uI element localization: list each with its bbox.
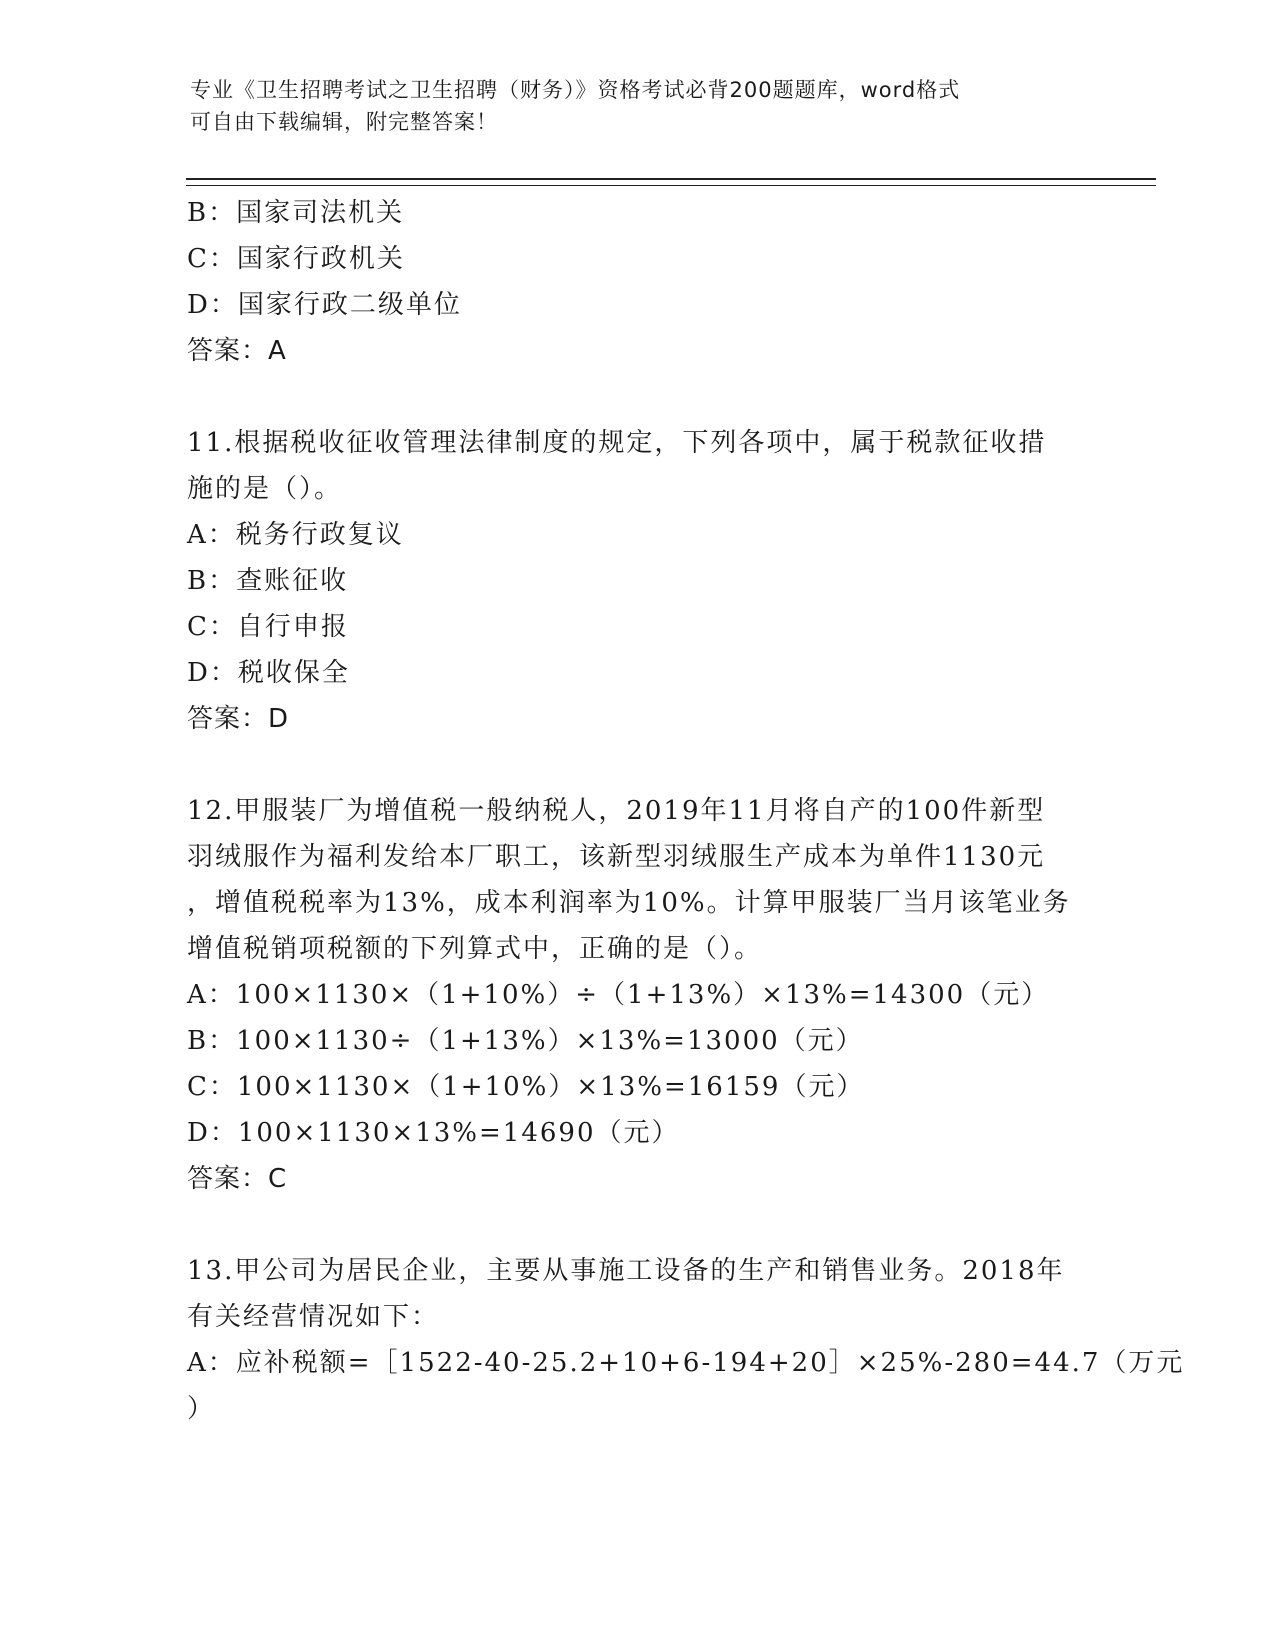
header-title-line-1: 专业《卫生招聘考试之卫生招聘（财务）》资格考试必背200题题库，word格式 bbox=[190, 78, 961, 102]
question-stem-line: 羽绒服作为福利发给本厂职工，该新型羽绒服生产成本为单件1130元 bbox=[187, 842, 1046, 872]
question-stem-line: 13.甲公司为居民企业，主要从事施工设备的生产和销售业务。2018年 bbox=[187, 1256, 1065, 1286]
answer-line: 答案：C bbox=[187, 1164, 288, 1194]
question-stem-line: 12.甲服装厂为增值税一般纳税人，2019年11月将自产的100件新型 bbox=[187, 796, 1046, 826]
question-13 bbox=[187, 1248, 1185, 1432]
question-stem-line: 增值税销项税额的下列算式中，正确的是（）。 bbox=[187, 934, 763, 964]
header-divider bbox=[186, 178, 1156, 186]
question-12 bbox=[187, 788, 1077, 1202]
option-d: D：国家行政二级单位 bbox=[187, 290, 462, 320]
option-b: B：查账征收 bbox=[187, 566, 349, 596]
question-11 bbox=[187, 420, 1077, 742]
option-a: A：税务行政复议 bbox=[187, 520, 404, 550]
document-body bbox=[187, 190, 1185, 1432]
option-b: B：100×1130÷（1+13%）×13%=13000（元） bbox=[187, 1026, 864, 1056]
header-title-line-2: 可自由下载编辑，附完整答案！ bbox=[190, 110, 498, 134]
option-c: C：国家行政机关 bbox=[187, 244, 405, 274]
option-d: D：税收保全 bbox=[187, 658, 350, 688]
option-a: A：100×1130×（1+10%）÷（1+13%）×13%=14300（元） bbox=[187, 980, 1050, 1010]
question-stem-line: 施的是（）。 bbox=[187, 474, 343, 504]
page-header bbox=[190, 74, 1070, 138]
option-c: C：自行申报 bbox=[187, 612, 349, 642]
question-stem-line: 11.根据税收征收管理法律制度的规定，下列各项中，属于税款征收措 bbox=[187, 428, 1047, 458]
question-stem-line: ，增值税税率为13%，成本利润率为10%。计算甲服装厂当月该笔业务 bbox=[187, 888, 1071, 918]
question-stem-line: 有关经营情况如下： bbox=[187, 1302, 440, 1332]
answer-line: 答案：A bbox=[187, 336, 287, 366]
option-c: C：100×1130×（1+10%）×13%=16159（元） bbox=[187, 1072, 865, 1102]
option-a-continuation: ） bbox=[187, 1394, 216, 1424]
option-a: A：应补税额=［1522-40-25.2+10+6-194+20］×25%-280=44.7（万元 bbox=[187, 1348, 1185, 1378]
option-d: D：100×1130×13%=14690（元） bbox=[187, 1118, 680, 1148]
option-b: B：国家司法机关 bbox=[187, 198, 405, 228]
question-10 bbox=[187, 190, 1077, 374]
answer-line: 答案：D bbox=[187, 704, 290, 734]
